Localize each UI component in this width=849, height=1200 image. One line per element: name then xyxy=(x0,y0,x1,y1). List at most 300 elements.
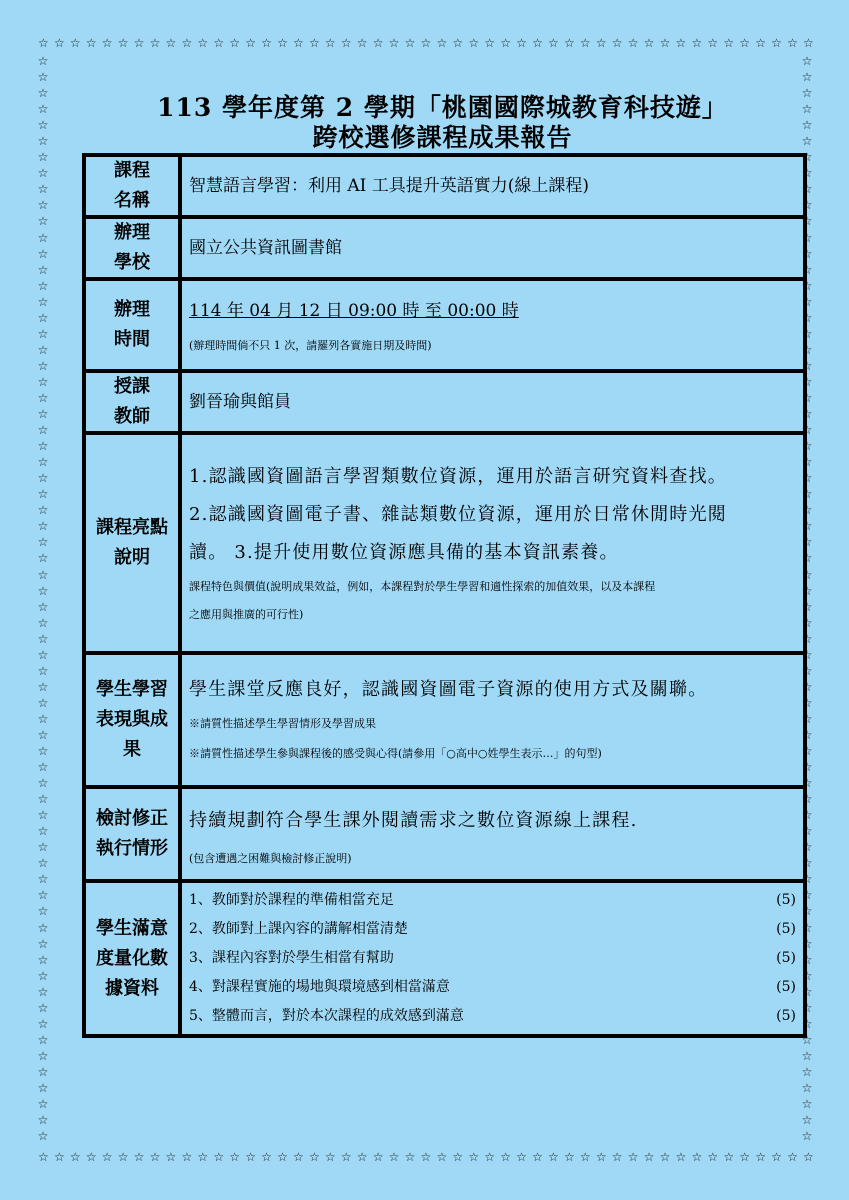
star-icon: ☆ xyxy=(37,1016,49,1031)
star-icon: ☆ xyxy=(801,86,813,101)
label-text: 辦理 xyxy=(114,222,150,243)
star-border-top xyxy=(38,36,814,50)
star-icon: ☆ xyxy=(801,647,813,662)
star-icon: ☆ xyxy=(37,503,49,518)
star-icon: ☆ xyxy=(165,1150,177,1164)
star-icon: ☆ xyxy=(38,1150,49,1164)
star-icon: ☆ xyxy=(37,631,49,646)
school-text: 國立公共資訊圖書館 xyxy=(189,238,342,258)
row-school xyxy=(84,217,805,279)
star-icon: ☆ xyxy=(404,36,416,50)
star-icon: ☆ xyxy=(37,134,49,149)
star-icon: ☆ xyxy=(801,615,813,630)
star-icon: ☆ xyxy=(37,1097,49,1112)
star-icon: ☆ xyxy=(37,711,49,726)
star-icon: ☆ xyxy=(372,1150,384,1164)
star-icon: ☆ xyxy=(801,214,813,229)
star-icon: ☆ xyxy=(801,936,813,951)
star-icon: ☆ xyxy=(801,471,813,486)
star-icon: ☆ xyxy=(37,984,49,999)
star-icon: ☆ xyxy=(37,294,49,309)
label-time xyxy=(84,279,180,371)
star-icon: ☆ xyxy=(803,36,814,50)
star-icon: ☆ xyxy=(197,1150,209,1164)
label-text: 學校 xyxy=(114,252,150,273)
row-satisfaction xyxy=(84,881,805,1036)
report-title-line1: 113 學年度第 2 學期「桃園國際城教育科技遊」 xyxy=(157,93,728,122)
star-icon: ☆ xyxy=(37,936,49,951)
star-icon: ☆ xyxy=(308,36,320,50)
row-review xyxy=(84,787,805,881)
star-icon: ☆ xyxy=(787,1150,798,1164)
star-icon: ☆ xyxy=(500,36,511,50)
label-text: 說明 xyxy=(114,547,150,568)
star-icon: ☆ xyxy=(37,567,49,582)
star-icon: ☆ xyxy=(801,776,813,791)
star-icon: ☆ xyxy=(181,1150,193,1164)
star-icon: ☆ xyxy=(801,824,813,839)
star-icon: ☆ xyxy=(801,390,813,405)
row-teacher xyxy=(84,371,805,433)
star-icon: ☆ xyxy=(801,166,813,181)
star-icon: ☆ xyxy=(452,1150,464,1164)
star-icon: ☆ xyxy=(37,102,49,117)
highlight-line: 2.認識國資圖電子書、雜誌類數位資源，運用於日常休閒時光閱 xyxy=(189,504,727,525)
star-icon: ☆ xyxy=(229,1150,241,1164)
star-icon: ☆ xyxy=(707,36,719,50)
star-icon: ☆ xyxy=(707,1150,719,1164)
star-icon: ☆ xyxy=(37,310,49,325)
label-text: 課程 xyxy=(114,160,150,181)
star-icon: ☆ xyxy=(213,36,225,50)
highlight-line: 讀。 3.提升使用數位資源應具備的基本資訊素養。 xyxy=(189,542,619,563)
label-highlights xyxy=(84,433,180,653)
satisfaction-score: (5) xyxy=(776,892,796,908)
star-icon: ☆ xyxy=(801,920,813,935)
star-icon: ☆ xyxy=(801,567,813,582)
label-text: 學生學習 xyxy=(96,679,168,700)
star-icon: ☆ xyxy=(37,1064,49,1079)
star-icon: ☆ xyxy=(37,230,49,245)
star-icon: ☆ xyxy=(37,262,49,277)
star-icon: ☆ xyxy=(803,1150,814,1164)
star-icon: ☆ xyxy=(801,182,813,197)
star-icon: ☆ xyxy=(37,439,49,454)
star-icon: ☆ xyxy=(245,36,256,50)
star-icon: ☆ xyxy=(468,1150,480,1164)
star-icon: ☆ xyxy=(149,36,161,50)
star-icon: ☆ xyxy=(484,36,496,50)
star-icon: ☆ xyxy=(181,36,193,50)
time-text: 114 年 04 月 12 日 09:00 時 至 00:00 時 xyxy=(189,301,519,321)
star-icon: ☆ xyxy=(388,36,400,50)
star-icon: ☆ xyxy=(37,1129,49,1144)
star-icon: ☆ xyxy=(723,36,735,50)
star-icon: ☆ xyxy=(532,1150,543,1164)
star-icon: ☆ xyxy=(37,246,49,261)
star-icon: ☆ xyxy=(801,760,813,775)
label-performance xyxy=(84,653,180,787)
star-icon: ☆ xyxy=(37,86,49,101)
star-icon: ☆ xyxy=(801,727,813,742)
star-icon: ☆ xyxy=(659,1150,671,1164)
star-icon: ☆ xyxy=(801,230,813,245)
star-icon: ☆ xyxy=(801,439,813,454)
value-highlights xyxy=(180,433,805,653)
star-icon: ☆ xyxy=(627,36,639,50)
star-border-bottom xyxy=(38,1150,814,1164)
star-icon: ☆ xyxy=(37,471,49,486)
star-icon: ☆ xyxy=(277,36,288,50)
label-text: 時間 xyxy=(114,329,150,350)
star-icon: ☆ xyxy=(37,599,49,614)
star-icon: ☆ xyxy=(801,150,813,165)
label-review xyxy=(84,787,180,881)
star-icon: ☆ xyxy=(801,246,813,261)
star-icon: ☆ xyxy=(420,1150,432,1164)
star-icon: ☆ xyxy=(801,679,813,694)
value-review xyxy=(180,787,805,881)
star-icon: ☆ xyxy=(37,455,49,470)
value-performance xyxy=(180,653,805,787)
star-icon: ☆ xyxy=(801,984,813,999)
label-text: 果 xyxy=(123,739,141,760)
star-icon: ☆ xyxy=(37,182,49,197)
star-icon: ☆ xyxy=(37,615,49,630)
star-icon: ☆ xyxy=(801,455,813,470)
star-icon: ☆ xyxy=(324,36,336,50)
star-icon: ☆ xyxy=(37,326,49,341)
label-text: 課程亮點 xyxy=(96,517,168,538)
label-text: 執行情形 xyxy=(96,838,168,859)
star-icon: ☆ xyxy=(739,36,751,50)
star-icon: ☆ xyxy=(801,134,813,149)
star-icon: ☆ xyxy=(801,1016,813,1031)
satisfaction-score: (5) xyxy=(776,921,796,937)
label-text: 名稱 xyxy=(114,190,150,211)
star-icon: ☆ xyxy=(595,36,607,50)
performance-note: ※請質性描述學生學習情形及學習成果 xyxy=(189,717,376,730)
star-icon: ☆ xyxy=(37,760,49,775)
star-icon: ☆ xyxy=(388,1150,400,1164)
star-icon: ☆ xyxy=(801,792,813,807)
star-icon: ☆ xyxy=(85,1150,97,1164)
star-icon: ☆ xyxy=(37,968,49,983)
star-icon: ☆ xyxy=(37,1000,49,1015)
star-icon: ☆ xyxy=(801,856,813,871)
star-icon: ☆ xyxy=(801,711,813,726)
star-icon: ☆ xyxy=(579,36,591,50)
star-icon: ☆ xyxy=(213,1150,225,1164)
star-icon: ☆ xyxy=(801,1000,813,1015)
star-icon: ☆ xyxy=(324,1150,336,1164)
star-icon: ☆ xyxy=(37,342,49,357)
star-icon: ☆ xyxy=(37,390,49,405)
star-icon: ☆ xyxy=(37,487,49,502)
star-icon: ☆ xyxy=(801,118,813,133)
report-table xyxy=(82,153,807,1038)
star-icon: ☆ xyxy=(611,1150,623,1164)
star-icon: ☆ xyxy=(801,904,813,919)
star-icon: ☆ xyxy=(787,36,798,50)
star-icon: ☆ xyxy=(801,278,813,293)
label-satisfaction xyxy=(84,881,180,1036)
star-icon: ☆ xyxy=(117,36,129,50)
star-icon: ☆ xyxy=(801,952,813,967)
star-icon: ☆ xyxy=(801,326,813,341)
star-icon: ☆ xyxy=(37,824,49,839)
star-icon: ☆ xyxy=(801,342,813,357)
star-icon: ☆ xyxy=(436,1150,448,1164)
star-icon: ☆ xyxy=(801,535,813,550)
star-icon: ☆ xyxy=(37,727,49,742)
star-icon: ☆ xyxy=(149,1150,161,1164)
star-icon: ☆ xyxy=(404,1150,416,1164)
star-icon: ☆ xyxy=(37,1081,49,1095)
star-icon: ☆ xyxy=(595,1150,607,1164)
label-text: 檢討修正 xyxy=(96,808,168,829)
star-icon: ☆ xyxy=(37,920,49,935)
star-icon: ☆ xyxy=(801,374,813,389)
label-text: 學生滿意 xyxy=(96,917,168,939)
star-icon: ☆ xyxy=(37,679,49,694)
star-icon: ☆ xyxy=(37,423,49,438)
star-icon: ☆ xyxy=(771,1150,782,1164)
star-icon: ☆ xyxy=(675,1150,687,1164)
star-icon: ☆ xyxy=(117,1150,129,1164)
star-icon: ☆ xyxy=(801,102,813,117)
star-icon: ☆ xyxy=(356,1150,368,1164)
star-icon: ☆ xyxy=(801,423,813,438)
star-icon: ☆ xyxy=(436,36,448,50)
star-icon: ☆ xyxy=(229,36,241,50)
performance-text: 學生課堂反應良好，認識國資圖電子資源的使用方式及關聯。 xyxy=(189,679,708,700)
star-icon: ☆ xyxy=(801,1113,813,1128)
star-icon: ☆ xyxy=(37,407,49,422)
star-icon: ☆ xyxy=(801,70,813,85)
star-icon: ☆ xyxy=(37,70,49,85)
star-icon: ☆ xyxy=(801,1032,813,1047)
star-icon: ☆ xyxy=(37,150,49,165)
label-text: 表現與成 xyxy=(96,709,168,730)
star-icon: ☆ xyxy=(643,1150,655,1164)
star-icon: ☆ xyxy=(801,198,813,213)
star-icon: ☆ xyxy=(37,166,49,181)
star-icon: ☆ xyxy=(85,36,97,50)
satisfaction-score: (5) xyxy=(776,979,796,995)
star-icon: ☆ xyxy=(801,487,813,502)
star-icon: ☆ xyxy=(548,1150,559,1164)
star-icon: ☆ xyxy=(801,310,813,325)
course-name-text: 智慧語言學習：利用 AI 工具提升英語實力(線上課程) xyxy=(189,176,590,196)
label-text: 度量化數 xyxy=(96,947,168,969)
star-icon: ☆ xyxy=(37,54,49,68)
value-course-name xyxy=(180,155,805,217)
star-icon: ☆ xyxy=(801,840,813,855)
row-course-name xyxy=(84,155,805,217)
star-icon: ☆ xyxy=(37,663,49,678)
star-icon: ☆ xyxy=(691,36,703,50)
row-time xyxy=(84,279,805,371)
star-icon: ☆ xyxy=(801,262,813,277)
satisfaction-item xyxy=(189,944,796,973)
star-icon: ☆ xyxy=(37,872,49,887)
star-icon: ☆ xyxy=(420,36,432,50)
star-icon: ☆ xyxy=(755,1150,766,1164)
teacher-text: 劉晉瑜與館員 xyxy=(189,392,291,412)
star-icon: ☆ xyxy=(675,36,687,50)
star-icon: ☆ xyxy=(37,278,49,293)
star-icon: ☆ xyxy=(739,1150,751,1164)
row-performance xyxy=(84,653,805,787)
highlight-note: 之應用與推廣的可行性) xyxy=(189,608,304,621)
star-icon: ☆ xyxy=(38,36,49,50)
star-icon: ☆ xyxy=(37,583,49,598)
star-icon: ☆ xyxy=(516,1150,527,1164)
label-course-name xyxy=(84,155,180,217)
value-time xyxy=(180,279,805,371)
star-icon: ☆ xyxy=(500,1150,511,1164)
satisfaction-item-text: 4、對課程實施的場地與環境感到相當滿意 xyxy=(189,979,450,995)
star-icon: ☆ xyxy=(37,744,49,759)
star-icon: ☆ xyxy=(801,872,813,887)
star-icon: ☆ xyxy=(37,840,49,855)
star-icon: ☆ xyxy=(37,1113,49,1128)
star-icon: ☆ xyxy=(801,1081,813,1095)
highlight-line: 1.認識國資圖語言學習類數位資源，運用於語言研究資料查找。 xyxy=(189,466,727,487)
star-icon: ☆ xyxy=(801,631,813,646)
star-icon: ☆ xyxy=(69,1150,81,1164)
star-icon: ☆ xyxy=(372,36,384,50)
star-icon: ☆ xyxy=(801,503,813,518)
star-icon: ☆ xyxy=(468,36,480,50)
star-icon: ☆ xyxy=(801,888,813,903)
star-border-left xyxy=(36,54,50,1144)
value-teacher xyxy=(180,371,805,433)
star-icon: ☆ xyxy=(37,776,49,791)
star-icon: ☆ xyxy=(133,36,145,50)
star-icon: ☆ xyxy=(801,968,813,983)
star-icon: ☆ xyxy=(691,1150,703,1164)
star-icon: ☆ xyxy=(37,551,49,566)
star-icon: ☆ xyxy=(563,36,575,50)
star-icon: ☆ xyxy=(801,808,813,823)
star-icon: ☆ xyxy=(261,36,272,50)
satisfaction-item xyxy=(189,1002,796,1031)
value-satisfaction xyxy=(180,881,805,1036)
label-text: 教師 xyxy=(114,406,150,427)
star-icon: ☆ xyxy=(801,599,813,614)
report-title-line2: 跨校選修課程成果報告 xyxy=(312,123,573,152)
star-icon: ☆ xyxy=(659,36,671,50)
star-icon: ☆ xyxy=(452,36,464,50)
star-icon: ☆ xyxy=(516,36,527,50)
star-icon: ☆ xyxy=(53,36,65,50)
star-icon: ☆ xyxy=(277,1150,288,1164)
star-icon: ☆ xyxy=(548,36,559,50)
label-school xyxy=(84,217,180,279)
review-text: 持續規劃符合學生課外閱讀需求之數位資源線上課程. xyxy=(189,810,638,831)
star-icon: ☆ xyxy=(801,695,813,710)
star-icon: ☆ xyxy=(293,36,304,50)
label-text: 授課 xyxy=(114,376,150,397)
star-icon: ☆ xyxy=(801,744,813,759)
satisfaction-item-text: 2、教師對上課內容的講解相當清楚 xyxy=(189,921,408,937)
star-icon: ☆ xyxy=(801,1129,813,1144)
satisfaction-item xyxy=(189,915,796,944)
star-icon: ☆ xyxy=(611,36,623,50)
star-icon: ☆ xyxy=(37,647,49,662)
star-icon: ☆ xyxy=(723,1150,735,1164)
performance-note: ※請質性描述學生參與課程後的感受與心得(請參用「○高中○姓學生表示…」的句型) xyxy=(189,747,602,760)
star-icon: ☆ xyxy=(165,36,177,50)
star-icon: ☆ xyxy=(53,1150,65,1164)
star-icon: ☆ xyxy=(37,695,49,710)
star-icon: ☆ xyxy=(579,1150,591,1164)
star-icon: ☆ xyxy=(801,583,813,598)
star-icon: ☆ xyxy=(37,808,49,823)
star-icon: ☆ xyxy=(563,1150,575,1164)
star-icon: ☆ xyxy=(37,374,49,389)
satisfaction-item xyxy=(189,886,796,915)
satisfaction-item-text: 5、整體而言，對於本次課程的成效感到滿意 xyxy=(189,1008,464,1024)
star-icon: ☆ xyxy=(37,535,49,550)
row-highlights xyxy=(84,433,805,653)
star-icon: ☆ xyxy=(37,358,49,373)
star-icon: ☆ xyxy=(293,1150,304,1164)
star-icon: ☆ xyxy=(801,294,813,309)
highlight-note: 課程特色與價值(說明成果效益，例如，本課程對於學生學習和適性探索的加值效果，以及本課程 xyxy=(189,580,656,593)
star-icon: ☆ xyxy=(245,1150,256,1164)
star-icon: ☆ xyxy=(261,1150,272,1164)
star-icon: ☆ xyxy=(37,792,49,807)
star-icon: ☆ xyxy=(484,1150,496,1164)
star-icon: ☆ xyxy=(37,856,49,871)
value-school xyxy=(180,217,805,279)
star-icon: ☆ xyxy=(340,1150,352,1164)
star-icon: ☆ xyxy=(101,1150,113,1164)
star-icon: ☆ xyxy=(197,36,209,50)
satisfaction-item-text: 3、課程內容對於學生相當有幫助 xyxy=(189,950,394,966)
satisfaction-score: (5) xyxy=(776,950,796,966)
star-icon: ☆ xyxy=(308,1150,320,1164)
star-icon: ☆ xyxy=(532,36,543,50)
star-icon: ☆ xyxy=(69,36,81,50)
star-icon: ☆ xyxy=(771,36,782,50)
star-icon: ☆ xyxy=(801,519,813,534)
satisfaction-score: (5) xyxy=(776,1008,796,1024)
star-icon: ☆ xyxy=(627,1150,639,1164)
label-teacher xyxy=(84,371,180,433)
star-icon: ☆ xyxy=(340,36,352,50)
star-icon: ☆ xyxy=(801,663,813,678)
label-text: 辦理 xyxy=(114,299,150,320)
star-icon: ☆ xyxy=(801,358,813,373)
star-icon: ☆ xyxy=(37,198,49,213)
star-icon: ☆ xyxy=(643,36,655,50)
star-icon: ☆ xyxy=(37,904,49,919)
star-icon: ☆ xyxy=(801,1064,813,1079)
star-icon: ☆ xyxy=(801,1097,813,1112)
label-text: 據資料 xyxy=(105,977,159,999)
star-icon: ☆ xyxy=(37,1032,49,1047)
star-icon: ☆ xyxy=(101,36,113,50)
star-icon: ☆ xyxy=(133,1150,145,1164)
star-icon: ☆ xyxy=(801,1048,813,1063)
star-icon: ☆ xyxy=(801,551,813,566)
star-icon: ☆ xyxy=(801,407,813,422)
star-icon: ☆ xyxy=(801,54,813,68)
